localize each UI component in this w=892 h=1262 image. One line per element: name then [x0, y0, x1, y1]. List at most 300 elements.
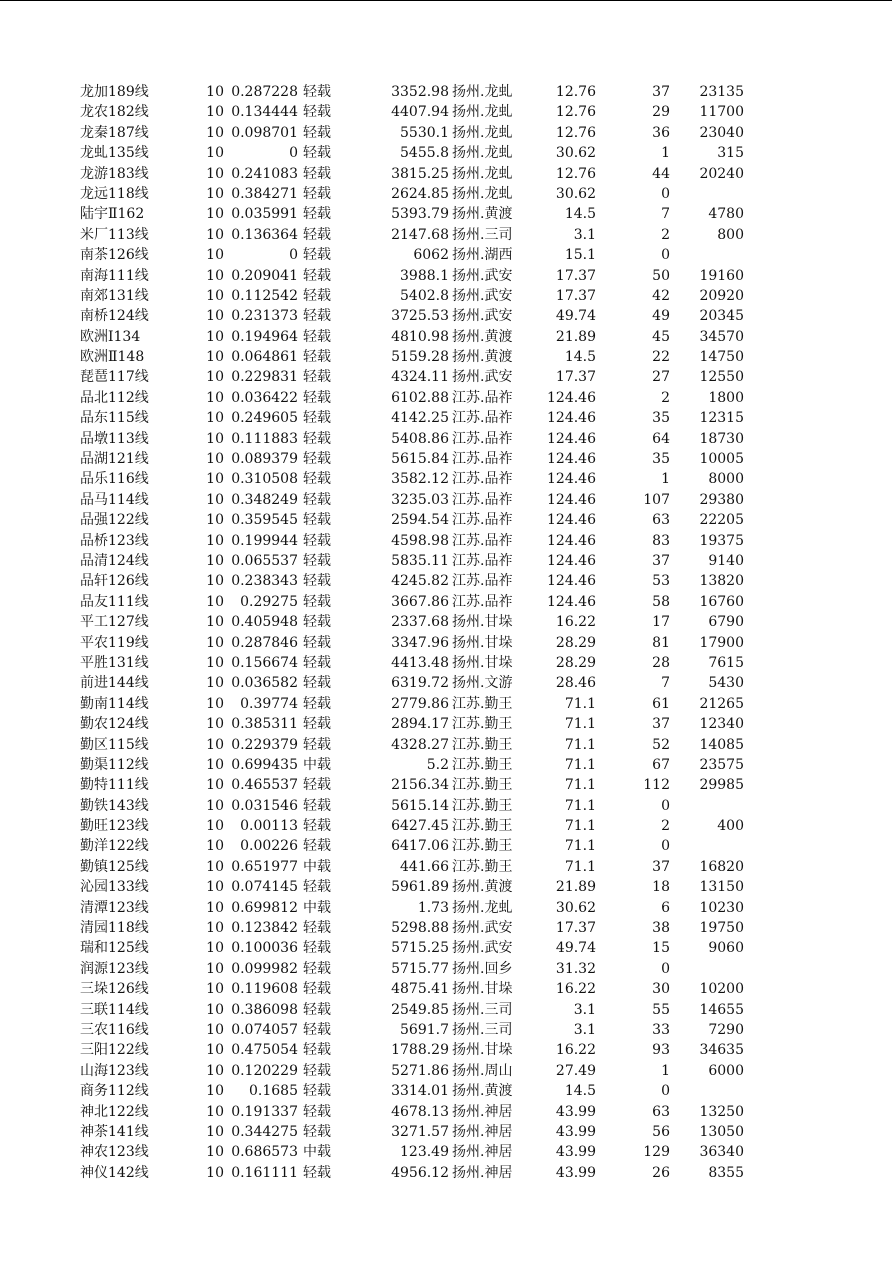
table-row [0, 898, 892, 918]
load-status-cell: 轻载 [303, 451, 331, 468]
substation-cell: 扬州.文游 [452, 675, 513, 692]
line-name-cell: 龙加189线 [80, 84, 149, 100]
line-name-cell: 润源123线 [80, 960, 149, 977]
table-row [0, 286, 892, 306]
load-status-cell: 中载 [303, 858, 331, 875]
capacity-cell: 5298.88 [391, 920, 449, 937]
load-status-cell: 轻载 [303, 165, 331, 182]
voltage-cell: 10 [206, 430, 224, 447]
load-status-cell: 轻载 [303, 716, 331, 733]
substation-cell: 扬州.甘垛 [452, 654, 513, 671]
table-row [0, 1102, 892, 1122]
line-name-cell: 龙农182线 [80, 104, 149, 121]
voltage-cell: 10 [206, 981, 224, 998]
table-row [0, 266, 892, 286]
voltage-cell: 10 [206, 756, 224, 773]
line-name-cell: 龙游183线 [80, 165, 149, 182]
voltage-cell: 10 [206, 451, 224, 468]
value-a-cell: 28.29 [555, 634, 596, 651]
voltage-cell: 10 [206, 614, 224, 631]
value-a-cell: 17.37 [555, 287, 596, 304]
value-b-cell: 20240 [699, 165, 744, 182]
load-status-cell: 轻载 [303, 389, 331, 406]
load-status-cell: 轻载 [303, 797, 331, 814]
voltage-cell: 10 [206, 267, 224, 284]
capacity-cell: 6417.06 [391, 838, 449, 855]
capacity-cell: 5159.28 [391, 349, 449, 366]
value-b-cell: 8355 [708, 1164, 744, 1181]
count-cell: 22 [652, 349, 670, 366]
table-row [0, 531, 892, 551]
count-cell: 112 [643, 777, 670, 794]
voltage-cell: 10 [206, 512, 224, 529]
value-a-cell: 16.22 [555, 981, 596, 998]
value-a-cell: 124.46 [547, 512, 596, 529]
value-a-cell: 14.5 [564, 1083, 596, 1100]
value-a-cell: 21.89 [555, 879, 596, 896]
voltage-cell: 10 [206, 838, 224, 855]
capacity-cell: 5455.8 [400, 145, 449, 162]
voltage-cell: 10 [206, 471, 224, 488]
value-b-cell: 17900 [699, 634, 744, 651]
capacity-cell: 123.49 [400, 1144, 449, 1161]
value-b-cell: 16820 [699, 858, 744, 875]
table-row [0, 367, 892, 387]
load-ratio-cell: 0.231373 [231, 308, 298, 325]
table-row [0, 1061, 892, 1081]
substation-cell: 扬州.三司 [452, 1001, 513, 1018]
substation-cell: 扬州.三司 [452, 226, 513, 243]
value-b-cell: 16760 [699, 593, 744, 610]
table-row [0, 204, 892, 224]
load-status-cell: 轻载 [303, 736, 331, 753]
table-row [0, 123, 892, 143]
count-cell: 37 [652, 716, 670, 733]
table-row [0, 449, 892, 469]
value-a-cell: 124.46 [547, 491, 596, 508]
value-a-cell: 30.62 [555, 145, 596, 162]
value-b-cell: 400 [717, 818, 744, 835]
substation-cell: 江苏.品祚 [452, 512, 513, 529]
count-cell: 2 [661, 226, 670, 243]
line-name-cell: 品马114线 [80, 491, 149, 508]
table-row [0, 938, 892, 958]
load-status-cell: 轻载 [303, 308, 331, 325]
load-status-cell: 轻载 [303, 104, 331, 121]
line-name-cell: 品轩126线 [80, 573, 149, 590]
line-name-cell: 品墩113线 [80, 430, 149, 447]
value-a-cell: 124.46 [547, 573, 596, 590]
load-status-cell: 轻载 [303, 84, 331, 100]
value-a-cell: 16.22 [555, 614, 596, 631]
count-cell: 0 [661, 185, 670, 202]
value-a-cell: 71.1 [564, 777, 596, 794]
voltage-cell: 10 [206, 858, 224, 875]
substation-cell: 江苏.勤王 [452, 797, 513, 814]
value-a-cell: 71.1 [564, 695, 596, 712]
load-ratio-cell: 0.344275 [231, 1123, 298, 1140]
load-status-cell: 轻载 [303, 1001, 331, 1018]
line-name-cell: 欧洲Ⅰ134 [80, 328, 141, 345]
load-ratio-cell: 0.384271 [231, 185, 298, 202]
count-cell: 83 [652, 532, 670, 549]
value-b-cell: 18730 [699, 430, 744, 447]
value-b-cell: 7290 [708, 1021, 744, 1038]
line-name-cell: 勤渠112线 [80, 756, 149, 773]
capacity-cell: 5715.77 [391, 960, 449, 977]
substation-cell: 扬州.黄渡 [452, 1083, 513, 1100]
load-status-cell: 轻载 [303, 532, 331, 549]
capacity-cell: 5715.25 [391, 940, 449, 957]
voltage-cell: 10 [206, 1021, 224, 1038]
line-name-cell: 勤洋122线 [80, 838, 149, 855]
value-b-cell: 20345 [699, 308, 744, 325]
value-b-cell: 8000 [708, 471, 744, 488]
value-b-cell [680, 1081, 744, 1101]
line-name-cell: 沁园133线 [80, 879, 149, 896]
table-row [0, 184, 892, 204]
value-a-cell: 31.32 [555, 960, 596, 977]
voltage-cell: 10 [206, 532, 224, 549]
value-a-cell: 14.5 [564, 206, 596, 223]
table-row [0, 1000, 892, 1020]
substation-cell: 扬州.回乡 [452, 960, 513, 977]
line-name-cell: 南茶126线 [80, 247, 149, 264]
value-b-cell: 34570 [699, 328, 744, 345]
value-a-cell: 17.37 [555, 267, 596, 284]
substation-cell: 扬州.武安 [452, 369, 513, 386]
value-b-cell: 12340 [699, 716, 744, 733]
load-ratio-cell: 0 [289, 145, 298, 162]
load-status-cell: 轻载 [303, 1083, 331, 1100]
capacity-cell: 3582.12 [391, 471, 449, 488]
count-cell: 33 [652, 1021, 670, 1038]
count-cell: 37 [652, 84, 670, 100]
substation-cell: 江苏.品祚 [452, 389, 513, 406]
count-cell: 0 [661, 1083, 670, 1100]
substation-cell: 江苏.品祚 [452, 532, 513, 549]
line-name-cell: 欧洲Ⅱ148 [80, 349, 145, 366]
substation-cell: 扬州.黄渡 [452, 328, 513, 345]
value-b-cell: 14750 [699, 349, 744, 366]
value-b-cell: 19375 [699, 532, 744, 549]
table-row [0, 510, 892, 530]
value-b-cell [680, 836, 744, 856]
value-b-cell: 19160 [699, 267, 744, 284]
load-status-cell: 轻载 [303, 614, 331, 631]
count-cell: 50 [652, 267, 670, 284]
table-row [0, 653, 892, 673]
value-a-cell: 43.99 [555, 1144, 596, 1161]
substation-cell: 江苏.勤王 [452, 838, 513, 855]
load-status-cell: 轻载 [303, 920, 331, 937]
table-row [0, 775, 892, 795]
load-ratio-cell: 0.111883 [231, 430, 298, 447]
substation-cell: 扬州.龙虬 [452, 185, 513, 202]
line-name-cell: 品乐116线 [80, 471, 149, 488]
value-b-cell: 13050 [699, 1123, 744, 1140]
load-status-cell: 轻载 [303, 124, 331, 141]
voltage-cell: 10 [206, 777, 224, 794]
substation-cell: 扬州.神居 [452, 1164, 513, 1181]
capacity-cell: 6427.45 [391, 818, 449, 835]
capacity-cell: 4956.12 [391, 1164, 449, 1181]
value-a-cell: 15.1 [564, 247, 596, 264]
value-b-cell: 19750 [699, 920, 744, 937]
capacity-cell: 1.73 [417, 899, 449, 916]
load-status-cell: 中载 [303, 899, 331, 916]
value-b-cell: 36340 [699, 1144, 744, 1161]
load-ratio-cell: 0.065537 [231, 552, 298, 569]
load-status-cell: 轻载 [303, 838, 331, 855]
count-cell: 27 [652, 369, 670, 386]
voltage-cell: 10 [206, 920, 224, 937]
load-status-cell: 轻载 [303, 1103, 331, 1120]
table-row [0, 490, 892, 510]
load-ratio-cell: 0.120229 [231, 1062, 298, 1079]
table-row [0, 571, 892, 591]
value-b-cell: 12550 [699, 369, 744, 386]
substation-cell: 扬州.武安 [452, 287, 513, 304]
load-ratio-cell: 0.651977 [231, 858, 298, 875]
load-status-cell: 轻载 [303, 430, 331, 447]
capacity-cell: 1788.29 [391, 1042, 449, 1059]
value-b-cell: 14655 [699, 1001, 744, 1018]
line-name-cell: 勤区115线 [80, 736, 149, 753]
line-name-cell: 南海111线 [80, 267, 149, 284]
table-row [0, 755, 892, 775]
voltage-cell: 10 [206, 899, 224, 916]
line-name-cell: 平胜131线 [80, 654, 149, 671]
value-a-cell: 124.46 [547, 471, 596, 488]
count-cell: 63 [652, 512, 670, 529]
capacity-cell: 5615.14 [391, 797, 449, 814]
table-row [0, 592, 892, 612]
value-b-cell: 5430 [708, 675, 744, 692]
substation-cell: 江苏.勤王 [452, 777, 513, 794]
capacity-cell: 5393.79 [391, 206, 449, 223]
table-row [0, 612, 892, 632]
value-b-cell: 11700 [699, 104, 744, 121]
count-cell: 28 [652, 654, 670, 671]
substation-cell: 扬州.黄渡 [452, 349, 513, 366]
substation-cell: 扬州.武安 [452, 920, 513, 937]
load-status-cell: 轻载 [303, 777, 331, 794]
value-b-cell: 7615 [708, 654, 744, 671]
load-ratio-cell: 0.074145 [231, 879, 298, 896]
count-cell: 26 [652, 1164, 670, 1181]
value-a-cell: 71.1 [564, 716, 596, 733]
load-status-cell: 轻载 [303, 369, 331, 386]
value-a-cell: 49.74 [555, 940, 596, 957]
count-cell: 17 [652, 614, 670, 631]
value-b-cell: 12315 [699, 410, 744, 427]
count-cell: 45 [652, 328, 670, 345]
count-cell: 0 [661, 838, 670, 855]
value-b-cell [680, 959, 744, 979]
table-row [0, 694, 892, 714]
capacity-cell: 2779.86 [391, 695, 449, 712]
load-ratio-cell: 0.241083 [231, 165, 298, 182]
line-name-cell: 品清124线 [80, 552, 149, 569]
capacity-cell: 4678.13 [391, 1103, 449, 1120]
capacity-cell: 2147.68 [391, 226, 449, 243]
value-a-cell: 71.1 [564, 756, 596, 773]
count-cell: 81 [652, 634, 670, 651]
substation-cell: 扬州.龙虬 [452, 84, 513, 100]
value-a-cell: 16.22 [555, 1042, 596, 1059]
line-name-cell: 山海123线 [80, 1062, 149, 1079]
voltage-cell: 10 [206, 736, 224, 753]
voltage-cell: 10 [206, 328, 224, 345]
load-status-cell: 中载 [303, 756, 331, 773]
value-b-cell: 9140 [708, 552, 744, 569]
value-a-cell: 3.1 [573, 1021, 596, 1038]
capacity-cell: 3235.03 [391, 491, 449, 508]
voltage-cell: 10 [206, 145, 224, 162]
value-a-cell: 71.1 [564, 736, 596, 753]
value-a-cell: 21.89 [555, 328, 596, 345]
load-status-cell: 轻载 [303, 287, 331, 304]
value-b-cell [680, 245, 744, 265]
table-row [0, 164, 892, 184]
substation-cell: 扬州.三司 [452, 1021, 513, 1038]
substation-cell: 扬州.湖西 [452, 247, 513, 264]
substation-cell: 扬州.甘垛 [452, 614, 513, 631]
voltage-cell: 10 [206, 634, 224, 651]
value-b-cell: 6790 [708, 614, 744, 631]
count-cell: 63 [652, 1103, 670, 1120]
capacity-cell: 5271.86 [391, 1062, 449, 1079]
load-status-cell: 轻载 [303, 145, 331, 162]
capacity-cell: 3352.98 [391, 84, 449, 100]
count-cell: 44 [652, 165, 670, 182]
load-ratio-cell: 0.089379 [231, 451, 298, 468]
table-row [0, 1142, 892, 1162]
capacity-cell: 3988.1 [400, 267, 449, 284]
line-name-cell: 龙虬135线 [80, 145, 149, 162]
substation-cell: 江苏.品祚 [452, 491, 513, 508]
value-b-cell [680, 184, 744, 204]
line-name-cell: 陆宇Ⅱ162 [80, 206, 145, 223]
line-name-cell: 勤南114线 [80, 695, 149, 712]
value-b-cell: 14085 [699, 736, 744, 753]
load-status-cell: 轻载 [303, 349, 331, 366]
count-cell: 107 [643, 491, 670, 508]
substation-cell: 江苏.品祚 [452, 451, 513, 468]
substation-cell: 江苏.勤王 [452, 695, 513, 712]
load-ratio-cell: 0.199944 [231, 532, 298, 549]
table-row [0, 102, 892, 122]
line-name-cell: 勤铁143线 [80, 797, 149, 814]
voltage-cell: 10 [206, 369, 224, 386]
load-status-cell: 轻载 [303, 960, 331, 977]
count-cell: 38 [652, 920, 670, 937]
table-row [0, 796, 892, 816]
load-status-cell: 轻载 [303, 981, 331, 998]
load-ratio-cell: 0.00226 [240, 838, 298, 855]
capacity-cell: 6102.88 [391, 389, 449, 406]
count-cell: 1 [661, 145, 670, 162]
load-ratio-cell: 0.465537 [231, 777, 298, 794]
load-ratio-cell: 0.074057 [231, 1021, 298, 1038]
value-a-cell: 124.46 [547, 410, 596, 427]
line-name-cell: 南桥124线 [80, 308, 149, 325]
load-ratio-cell: 0.161111 [231, 1164, 298, 1181]
line-name-cell: 龙秦187线 [80, 124, 149, 141]
count-cell: 37 [652, 552, 670, 569]
value-b-cell: 29985 [699, 777, 744, 794]
capacity-cell: 4245.82 [391, 573, 449, 590]
load-ratio-cell: 0.29275 [240, 593, 298, 610]
voltage-cell: 10 [206, 1164, 224, 1181]
line-name-cell: 勤特111线 [80, 777, 149, 794]
capacity-cell: 5961.89 [391, 879, 449, 896]
load-ratio-cell: 0.036422 [231, 389, 298, 406]
value-a-cell: 28.46 [555, 675, 596, 692]
load-status-cell: 轻载 [303, 247, 331, 264]
substation-cell: 扬州.武安 [452, 940, 513, 957]
value-a-cell: 71.1 [564, 838, 596, 855]
voltage-cell: 10 [206, 675, 224, 692]
line-name-cell: 品湖121线 [80, 451, 149, 468]
substation-cell: 江苏.勤王 [452, 716, 513, 733]
count-cell: 2 [661, 818, 670, 835]
voltage-cell: 10 [206, 716, 224, 733]
substation-cell: 扬州.龙虬 [452, 145, 513, 162]
load-status-cell: 轻载 [303, 267, 331, 284]
load-ratio-cell: 0.686573 [231, 1144, 298, 1161]
line-name-cell: 品桥123线 [80, 532, 149, 549]
count-cell: 7 [661, 206, 670, 223]
load-ratio-cell: 0.229831 [231, 369, 298, 386]
load-status-cell: 轻载 [303, 654, 331, 671]
value-a-cell: 30.62 [555, 185, 596, 202]
value-a-cell: 43.99 [555, 1103, 596, 1120]
table-row [0, 633, 892, 653]
value-a-cell: 17.37 [555, 920, 596, 937]
voltage-cell: 10 [206, 84, 224, 100]
load-ratio-cell: 0.119608 [231, 981, 298, 998]
load-ratio-cell: 0.136364 [231, 226, 298, 243]
line-name-cell: 勤旺123线 [80, 818, 149, 835]
value-b-cell: 23040 [699, 124, 744, 141]
load-status-cell: 轻载 [303, 573, 331, 590]
capacity-cell: 6319.72 [391, 675, 449, 692]
voltage-cell: 10 [206, 1144, 224, 1161]
value-b-cell: 29380 [699, 491, 744, 508]
value-b-cell: 4780 [708, 206, 744, 223]
load-status-cell: 轻载 [303, 695, 331, 712]
load-ratio-cell: 0.035991 [231, 206, 298, 223]
substation-cell: 江苏.品祚 [452, 573, 513, 590]
value-a-cell: 124.46 [547, 593, 596, 610]
table-row [0, 1122, 892, 1142]
voltage-cell: 10 [206, 104, 224, 121]
count-cell: 6 [661, 899, 670, 916]
voltage-cell: 10 [206, 410, 224, 427]
load-status-cell: 轻载 [303, 491, 331, 508]
table-row [0, 408, 892, 428]
capacity-cell: 6062 [413, 247, 449, 264]
line-name-cell: 平工127线 [80, 614, 149, 631]
count-cell: 29 [652, 104, 670, 121]
table-row [0, 918, 892, 938]
substation-cell: 扬州.周山 [452, 1062, 513, 1079]
load-status-cell: 轻载 [303, 1164, 331, 1181]
voltage-cell: 10 [206, 491, 224, 508]
load-ratio-cell: 0.031546 [231, 797, 298, 814]
